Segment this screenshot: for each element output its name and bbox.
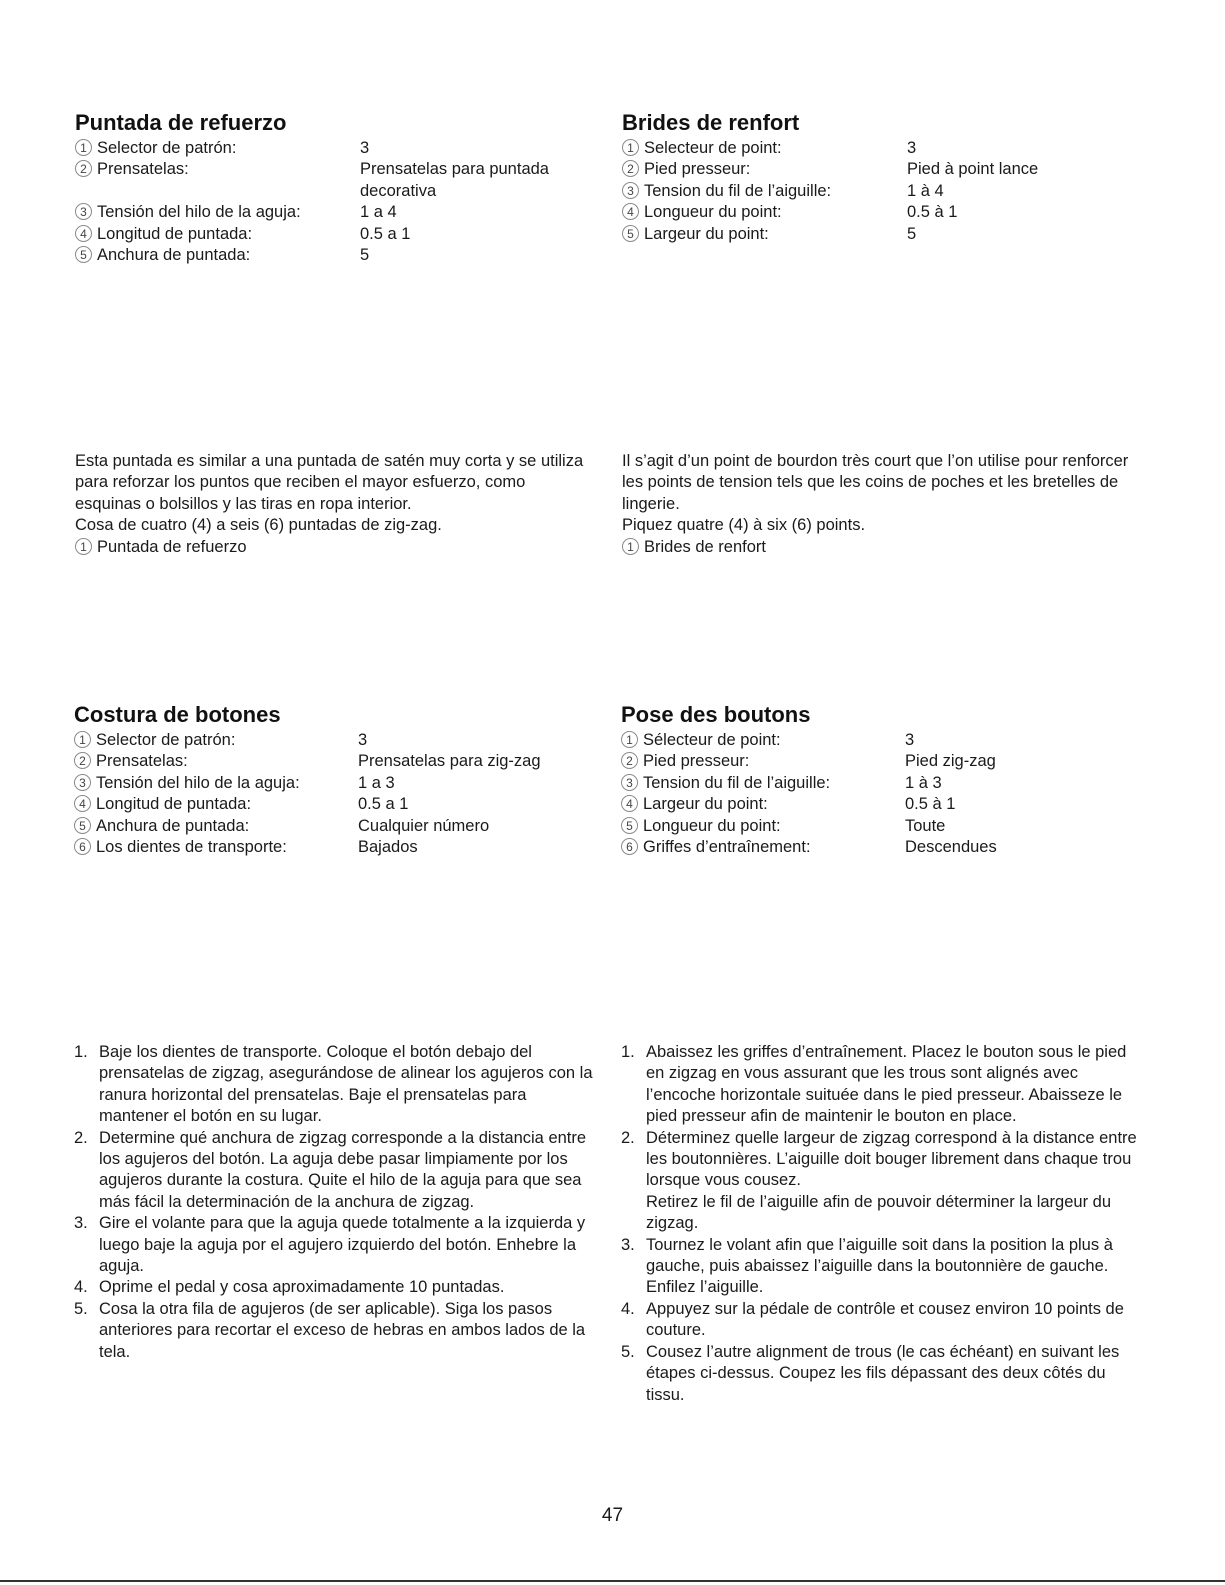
setting-value: 1 à 3 (905, 773, 942, 792)
setting-label: Longueur du point: (644, 203, 782, 222)
circled-number: 2 (622, 160, 639, 177)
settings-row (75, 159, 595, 202)
setting-label: Prensatelas: (97, 160, 189, 179)
setting-label: Tension du fil de l’aiguille: (644, 181, 832, 200)
circled-number: 2 (621, 752, 638, 769)
settings-row (74, 816, 594, 837)
settings-row (75, 245, 595, 266)
circled-number: 1 (75, 538, 92, 555)
setting-value: Toute (905, 816, 946, 835)
step-number: 5. (621, 1342, 635, 1361)
settings-row (621, 837, 1161, 858)
setting-value: 1 a 4 (360, 203, 397, 222)
circled-number: 3 (621, 774, 638, 791)
setting-value: 0.5 à 1 (907, 203, 958, 222)
figure-label: Brides de renfort (644, 537, 766, 556)
setting-label: Anchura de puntada: (97, 246, 251, 265)
es-tack-section (75, 110, 595, 266)
step-text: Abaissez les griffes d’entraînement. Placez le bouton sous le pied en zigzag en vous assurant que les trous sont alignés avec l’encoche horizontale suituée dans le pied presseur. Abaisseze le pied presseur afin de maintenir le bouton en place. (646, 1043, 1127, 1126)
paragraph: Il s’agit d’un point de bourdon très court que l’on utilise pour renforcer les points de tension tels que les coins de poches et les bretelles de lingerie. (622, 452, 1129, 513)
figure-label: Puntada de refuerzo (97, 537, 247, 556)
step-number: 2. (74, 1128, 88, 1147)
circled-number: 1 (74, 731, 91, 748)
setting-value: Bajados (358, 838, 418, 857)
setting-value: Prensatelas para puntada decorativa (360, 160, 549, 200)
step-number: 5. (74, 1299, 88, 1318)
step-item (74, 1213, 596, 1277)
circled-number: 4 (74, 795, 91, 812)
circled-number: 1 (622, 538, 639, 555)
circled-number: 4 (622, 203, 639, 220)
step-text: Determine qué anchura de zigzag corresponde a la distancia entre los agujeros del botón. La aguja debe pasar limpiamente por los agujeros durante la costura. Quite el hilo de la aguja para que sea más fácil la determinación de la anchura de zigzag. (99, 1128, 587, 1211)
settings-row (622, 224, 1162, 245)
setting-label: Sélecteur de point: (643, 731, 781, 749)
setting-label: Selecteur de point: (644, 139, 782, 157)
step-item (621, 1299, 1146, 1342)
settings-row (621, 730, 1161, 751)
setting-value: 1 a 3 (358, 773, 395, 792)
circled-number: 5 (75, 246, 92, 263)
setting-value: Prensatelas para zig-zag (358, 752, 541, 771)
setting-label: Longitud de puntada: (97, 224, 253, 243)
circled-number: 4 (75, 225, 92, 242)
setting-label: Griffes d’entraînement: (643, 838, 811, 857)
setting-value: 5 (907, 224, 917, 243)
step-text: Gire el volante para que la aguja quede totalmente a la izquierda y luego baje la aguja por el agujero izquierdo del botón. Enhebre la aguja. (99, 1214, 586, 1276)
setting-value: 0.5 a 1 (360, 224, 411, 243)
paragraph: Piquez quatre (4) à six (6) points. (622, 516, 866, 535)
setting-label: Pied presseur: (643, 752, 750, 771)
settings-row (74, 773, 594, 794)
settings-table (74, 730, 594, 858)
setting-label: Prensatelas: (96, 752, 188, 771)
circled-number: 3 (75, 203, 92, 220)
circled-number: 3 (622, 182, 639, 199)
paragraph: Esta puntada es similar a una puntada de satén muy corta y se utiliza para reforzar los puntos que reciben el mayor esfuerzo, como esquinas o bolsillos y las tiras en ropa interior. (75, 452, 584, 513)
step-number: 4. (74, 1278, 88, 1297)
circled-number: 5 (74, 817, 91, 834)
step-item (621, 1042, 1146, 1128)
page-number: 47 (601, 1505, 624, 1526)
circled-number: 4 (621, 795, 638, 812)
step-text: Retirez le fil de l’aiguille afin de pouvoir déterminer la largeur du zigzag. (646, 1192, 1111, 1233)
settings-row (74, 730, 594, 751)
settings-row (622, 181, 1162, 202)
fr-button-section (621, 702, 1161, 858)
setting-label: Largeur du point: (643, 795, 768, 814)
circled-number: 1 (621, 731, 638, 748)
setting-label: Pied presseur: (644, 160, 751, 179)
step-number: 3. (621, 1235, 635, 1254)
settings-row (621, 751, 1161, 772)
step-item (621, 1235, 1146, 1299)
circled-number: 2 (74, 752, 91, 769)
step-text: Cosa la otra fila de agujeros (de ser aplicable). Siga los pasos anteriores para recortar el exceso de hebras en ambos lados de la tela. (99, 1299, 586, 1361)
setting-value: Pied à point lance (907, 160, 1039, 179)
section-title: Puntada de refuerzo (75, 110, 287, 135)
step-item (74, 1299, 596, 1363)
settings-row (622, 138, 1162, 159)
figure-reference (75, 537, 595, 558)
step-item (621, 1342, 1146, 1406)
setting-label: Tensión del hilo de la aguja: (96, 773, 300, 792)
setting-value: Pied zig-zag (905, 752, 996, 771)
es-tack-description (75, 451, 595, 558)
fr-tack-description (622, 451, 1152, 558)
step-text: Cousez l’autre alignment de trous (le cas échéant) en suivant les étapes ci-dessus. Coupez les fils dépassant des deux côtés du tissu. (646, 1342, 1120, 1404)
settings-row (75, 202, 595, 223)
step-text: Déterminez quelle largeur de zigzag correspond à la distance entre les boutonnières. L’aiguille doit bouger librement dans chaque trou lorsque vous cousez. (646, 1128, 1137, 1190)
step-number: 3. (74, 1214, 88, 1233)
circled-number: 5 (622, 225, 639, 242)
step-text: Tournez le volant afin que l’aiguille soit dans la position la plus à gauche, puis abaissez l’aiguille dans la boutonnière de gauche. Enfilez l’aiguille. (646, 1235, 1113, 1297)
setting-label: Longitud de puntada: (96, 795, 252, 814)
step-number: 4. (621, 1299, 635, 1318)
circled-number: 3 (74, 774, 91, 791)
setting-value: 3 (358, 731, 368, 749)
setting-value: Cualquier número (358, 816, 490, 835)
fr-button-steps (621, 1042, 1146, 1406)
section-title: Costura de botones (74, 702, 281, 727)
settings-row (622, 202, 1162, 223)
circled-number: 6 (621, 838, 638, 855)
circled-number: 2 (75, 160, 92, 177)
step-item (74, 1277, 596, 1298)
circled-number: 5 (621, 817, 638, 834)
settings-row (74, 751, 594, 772)
settings-row (75, 224, 595, 245)
setting-label: Longueur du point: (643, 816, 781, 835)
setting-value: 5 (360, 246, 370, 265)
setting-label: Largeur du point: (644, 224, 769, 243)
step-number: 1. (621, 1043, 635, 1061)
setting-label: Los dientes de transporte: (96, 838, 287, 857)
section-title: Pose des boutons (621, 702, 811, 727)
setting-label: Selector de patrón: (96, 731, 236, 749)
circled-number: 1 (75, 139, 92, 156)
setting-value: 0.5 a 1 (358, 795, 409, 814)
setting-value: 3 (907, 139, 917, 157)
settings-table (622, 138, 1162, 245)
settings-row (74, 794, 594, 815)
settings-row (622, 159, 1162, 180)
circled-number: 1 (622, 139, 639, 156)
setting-value: Descendues (905, 838, 997, 857)
figure-reference (622, 537, 1152, 558)
setting-value: 3 (360, 139, 370, 157)
paragraph: Cosa de cuatro (4) a seis (6) puntadas de zig-zag. (75, 516, 442, 535)
step-item (74, 1042, 596, 1128)
step-item (74, 1128, 596, 1214)
setting-label: Anchura de puntada: (96, 816, 250, 835)
settings-row (621, 773, 1161, 794)
setting-label: Tension du fil de l’aiguille: (643, 773, 831, 792)
settings-row (75, 138, 595, 159)
setting-value: 1 à 4 (907, 181, 944, 200)
settings-row (74, 837, 594, 858)
settings-table (621, 730, 1161, 858)
settings-table (75, 138, 595, 266)
circled-number: 6 (74, 838, 91, 855)
setting-label: Selector de patrón: (97, 139, 237, 157)
fr-tack-section (622, 110, 1162, 245)
step-number: 1. (74, 1043, 88, 1061)
step-text: Baje los dientes de transporte. Coloque el botón debajo del prensatelas de zigzag, asegurándose de alinear los agujeros con la ranura horizontal del prensatelas. Baje el prensatelas para mantener el botón en su lugar. (99, 1043, 593, 1126)
setting-label: Tensión del hilo de la aguja: (97, 203, 301, 222)
setting-value: 3 (905, 731, 915, 749)
step-number: 2. (621, 1128, 635, 1147)
es-button-steps (74, 1042, 596, 1363)
settings-row (621, 794, 1161, 815)
step-item (621, 1128, 1146, 1235)
es-button-section (74, 702, 594, 858)
settings-row (621, 816, 1161, 837)
step-text: Appuyez sur la pédale de contrôle et cousez environ 10 points de couture. (646, 1299, 1124, 1340)
setting-value: 0.5 à 1 (905, 795, 956, 814)
step-text: Oprime el pedal y cosa aproximadamente 10 puntadas. (99, 1278, 505, 1297)
section-title: Brides de renfort (622, 110, 800, 135)
bottom-rule (0, 1580, 1225, 1582)
